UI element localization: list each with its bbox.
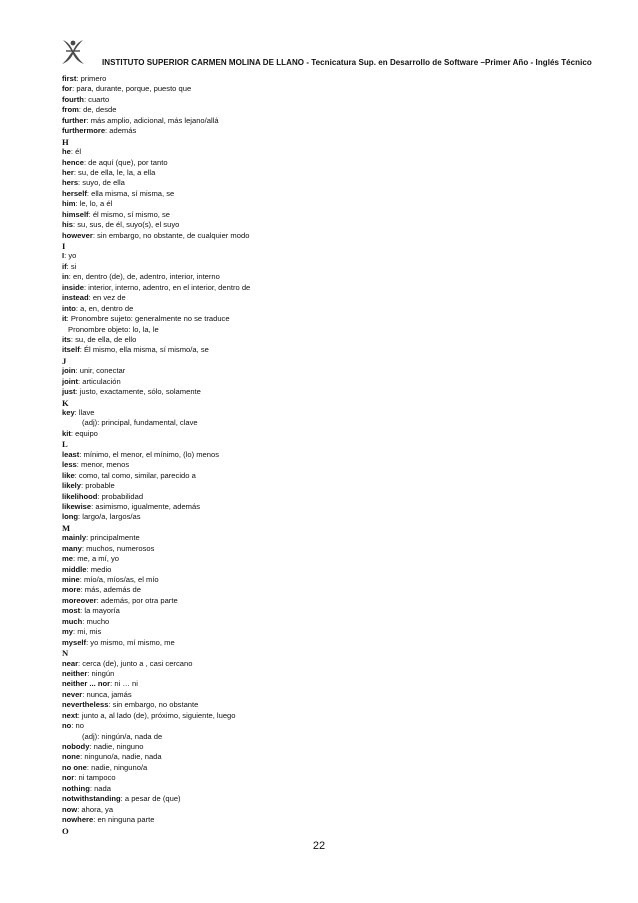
glossary-entry (62, 805, 602, 815)
entry-term: he (62, 147, 71, 157)
entry-definition: : principalmente (86, 533, 140, 543)
entry-definition: : probabilidad (97, 491, 144, 501)
entry-definition: : no (71, 721, 84, 731)
entry-term: mine (62, 575, 80, 584)
entry-term: further (62, 115, 87, 125)
glossary-entry (62, 74, 602, 84)
entry-term: his (62, 220, 73, 230)
entry-term: more (62, 585, 81, 595)
entry-term: inside (62, 282, 84, 292)
entry-definition: : más amplio, adicional, más lejano/allá (86, 115, 219, 125)
entry-definition: : mucho (82, 616, 110, 626)
entry-term: I (62, 251, 65, 261)
entry-definition: : de, desde (78, 105, 117, 115)
glossary-entry (62, 251, 602, 261)
glossary-entry (62, 763, 602, 773)
entry-term: him (62, 199, 76, 209)
entry-term: nothing (62, 783, 90, 793)
entry-definition: : él (70, 147, 82, 157)
entry-definition: : junto a, al lado (de), próximo, siguiente, luego (77, 710, 236, 720)
glossary-entry (62, 168, 602, 178)
entry-term: from (62, 105, 79, 115)
entry-term: nowhere (62, 815, 94, 825)
entry-definition: : su, de ella, de ello (70, 334, 137, 344)
entry-definition: : más, además de (80, 585, 141, 595)
glossary-entry (62, 304, 602, 314)
entry-definition: : sin embargo, no obstante (108, 700, 199, 710)
glossary-entry (62, 700, 602, 710)
entry-term: none (62, 752, 81, 762)
entry-term: into (62, 303, 76, 313)
glossary-entry (62, 565, 602, 575)
glossary-entry (62, 815, 602, 825)
entry-definition: : su, de ella, le, la, a ella (73, 167, 156, 177)
entry-term: instead (62, 293, 89, 303)
entry-term: just (62, 387, 76, 397)
entry-definition: : nunca, jamás (82, 689, 132, 699)
entry-term: no (62, 721, 72, 731)
entry-term: likewise (62, 501, 92, 511)
glossary-entry (62, 105, 602, 115)
entry-definition: : mínimo, el menor, el mínimo, (lo) menos (79, 449, 219, 459)
entry-definition: : a, en, dentro de (75, 303, 134, 313)
glossary-entry (62, 272, 602, 282)
glossary-list (62, 74, 602, 836)
entry-term: hers (62, 178, 79, 188)
glossary-entry (62, 669, 602, 679)
glossary-entry (62, 283, 602, 293)
entry-definition: : articulación (78, 376, 121, 386)
glossary-entry (62, 366, 602, 376)
glossary-entry (62, 711, 602, 721)
entry-term: long (62, 512, 79, 522)
glossary-entry (62, 450, 602, 460)
glossary-entry (62, 429, 602, 439)
section-letter: I (62, 241, 66, 251)
entry-term: her (62, 167, 74, 177)
glossary-entry (62, 502, 602, 512)
entry-definition: : como, tal como, similar, parecido a (74, 470, 196, 480)
entry-term: however (62, 230, 93, 240)
entry-definition: : suyo, de ella (78, 178, 125, 188)
glossary-entry (62, 773, 602, 783)
entry-term: most (62, 606, 81, 616)
entry-term: likelihood (62, 491, 98, 501)
entry-term: less (62, 460, 77, 470)
glossary-entry (62, 199, 602, 209)
entry-definition: : cuarto (83, 94, 110, 104)
section-letter: L (62, 439, 68, 450)
entry-definition: : ni tampoco (74, 773, 116, 783)
entry-term: no one (62, 762, 87, 772)
entry-term: neither (62, 668, 88, 678)
entry-definition: : él mismo, sí mismo, se (88, 209, 171, 219)
entry-term: me (62, 554, 73, 564)
entry-term: my (62, 627, 73, 637)
glossary-entry (62, 126, 602, 136)
entry-term: near (62, 658, 79, 668)
glossary-entry (62, 314, 602, 324)
page-header (60, 36, 620, 76)
page-number: 22 (312, 840, 326, 852)
entry-term: if (62, 261, 67, 271)
glossary-entry (62, 471, 602, 481)
glossary-entry (62, 585, 602, 595)
entry-term: kit (62, 428, 71, 438)
entry-definition: : medio (86, 564, 112, 574)
entry-term: many (62, 543, 82, 553)
entry-term: nor (62, 773, 75, 783)
glossary-entry (62, 460, 602, 470)
entry-definition: : primero (76, 74, 107, 83)
glossary-entry (62, 742, 602, 752)
glossary-entry (62, 627, 602, 637)
entry-definition: : le, lo, a él (75, 199, 113, 209)
entry-term: like (62, 470, 75, 480)
glossary-entry (62, 721, 602, 731)
glossary-entry (62, 220, 602, 230)
glossary-entry (62, 732, 602, 742)
glossary-entry (62, 293, 602, 303)
entry-definition: : me, a mí, yo (72, 554, 119, 564)
entry-term: moreover (62, 595, 97, 605)
entry-definition: : ni … ni (110, 679, 138, 689)
entry-term: now (62, 804, 78, 814)
header-title: INSTITUTO SUPERIOR CARMEN MOLINA DE LLANO - Tecnicatura Sup. en Desarrollo de Software –Primer Año - Inglés Técnico (102, 58, 592, 67)
entry-term: least (62, 449, 80, 459)
entry-term: likely (62, 481, 81, 491)
glossary-entry (62, 189, 602, 199)
entry-definition: : probable (81, 481, 115, 491)
entry-definition: : sin embargo, no obstante, de cualquier modo (92, 230, 250, 240)
entry-definition: : asimismo, igualmente, además (91, 501, 201, 511)
entry-term: join (62, 366, 76, 376)
glossary-entry (62, 231, 602, 241)
entry-term: furthermore (62, 126, 106, 136)
entry-definition: : nada (89, 783, 111, 793)
glossary-entry (62, 659, 602, 669)
glossary-entry (62, 377, 602, 387)
glossary-entry (62, 512, 602, 522)
entry-definition: : interior, interno, adentro, en el interior, dentro de (83, 282, 251, 292)
glossary-entry (62, 533, 602, 543)
entry-definition: (adj): ningún/a, nada de (82, 731, 163, 741)
entry-definition: : muchos, numerosos (81, 543, 155, 553)
glossary-entry (62, 345, 602, 355)
entry-definition: : a pesar de (que) (120, 794, 181, 804)
glossary-entry (62, 752, 602, 762)
glossary-entry (62, 178, 602, 188)
glossary-entry (62, 784, 602, 794)
entry-term: for (62, 84, 73, 94)
entry-term: it (62, 314, 67, 324)
glossary-entry (62, 84, 602, 94)
glossary-entry (62, 262, 602, 272)
entry-definition: (adj): principal, fundamental, clave (82, 418, 198, 428)
entry-definition: : ninguno/a, nadie, nada (80, 752, 162, 762)
glossary-entry (62, 638, 602, 648)
entry-definition: : menor, menos (76, 460, 130, 470)
entry-definition: : para, durante, porque, puesto que (72, 84, 192, 94)
section-letter: N (62, 648, 69, 659)
entry-definition: : unir, conectar (75, 366, 126, 376)
entry-term: neither ... nor (62, 679, 111, 689)
institute-logo-icon (60, 36, 86, 66)
glossary-entry (62, 418, 602, 428)
entry-term: joint (62, 376, 79, 386)
entry-term: hence (62, 157, 84, 167)
glossary-entry (62, 794, 602, 804)
glossary-entry (62, 544, 602, 554)
entry-definition: : de aquí (que), por tanto (83, 157, 168, 167)
section-letter: K (62, 397, 69, 408)
section-letter: J (62, 355, 67, 366)
section-letter: O (62, 825, 69, 836)
entry-definition: : en, dentro (de), de, adentro, interior, interno (68, 272, 220, 282)
glossary-entry (62, 408, 602, 418)
entry-definition: : yo (64, 251, 77, 261)
entry-definition: : largo/a, largos/as (78, 512, 141, 522)
entry-definition: : mi, mis (72, 627, 102, 637)
glossary-entry (62, 158, 602, 168)
entry-term: key (62, 408, 75, 417)
glossary-entry (62, 335, 602, 345)
entry-term: nevertheless (62, 700, 109, 710)
entry-term: never (62, 689, 83, 699)
glossary-entry (62, 147, 602, 157)
glossary-entry (62, 116, 602, 126)
entry-definition: : equipo (70, 428, 98, 438)
entry-definition: : yo mismo, mí mismo, me (86, 637, 175, 647)
glossary-entry (62, 481, 602, 491)
entry-definition: : si (66, 261, 77, 271)
glossary-entry (62, 492, 602, 502)
glossary-entry (62, 210, 602, 220)
entry-term: myself (62, 637, 87, 647)
glossary-entry (62, 679, 602, 689)
entry-definition: : nadie, ninguno/a (86, 762, 148, 772)
entry-term: nobody (62, 742, 90, 751)
entry-definition: : ningún (87, 668, 115, 678)
entry-term: much (62, 616, 83, 626)
entry-term: itself (62, 345, 80, 355)
entry-definition: : además, por otra parte (96, 595, 178, 605)
entry-term: first (62, 74, 77, 83)
entry-term: herself (62, 188, 87, 198)
entry-definition: : cerca (de), junto a , casi cercano (78, 658, 193, 668)
entry-term: notwithstanding (62, 794, 121, 804)
glossary-entry (62, 95, 602, 105)
entry-term: middle (62, 564, 87, 574)
entry-term: fourth (62, 94, 84, 104)
entry-term: in (62, 272, 69, 282)
glossary-entry (62, 575, 602, 585)
section-letter: H (62, 136, 69, 147)
glossary-entry (62, 554, 602, 564)
entry-definition: : Pronombre sujeto: generalmente no se traduce (66, 314, 230, 324)
glossary-entry (62, 617, 602, 627)
entry-term: next (62, 710, 78, 720)
entry-definition: Pronombre objeto: lo, la, le (68, 324, 159, 334)
entry-definition: : en ninguna parte (93, 815, 155, 825)
entry-definition: : justo, exactamente, sólo, solamente (75, 387, 201, 397)
glossary-entry (62, 325, 602, 335)
entry-definition: : ella misma, sí misma, se (86, 188, 175, 198)
entry-term: himself (62, 209, 89, 219)
glossary-entry (62, 606, 602, 616)
glossary-entry (62, 387, 602, 397)
entry-term: its (62, 334, 71, 344)
glossary-entry (62, 690, 602, 700)
entry-term: mainly (62, 533, 87, 543)
entry-definition: : Él mismo, ella misma, sí mismo/a, se (79, 345, 209, 355)
entry-definition: : en vez de (88, 293, 126, 303)
section-letter: M (62, 522, 71, 533)
entry-definition: : su, sus, de él, suyo(s), el suyo (72, 220, 180, 230)
entry-definition: : ahora, ya (77, 804, 114, 814)
entry-definition: : llave (74, 408, 95, 417)
entry-definition: : la mayoría (80, 606, 120, 616)
entry-definition: : nadie, ninguno (89, 742, 144, 751)
entry-definition: : además (105, 126, 137, 136)
entry-definition: : mío/a, míos/as, el mío (79, 575, 159, 584)
glossary-entry (62, 596, 602, 606)
